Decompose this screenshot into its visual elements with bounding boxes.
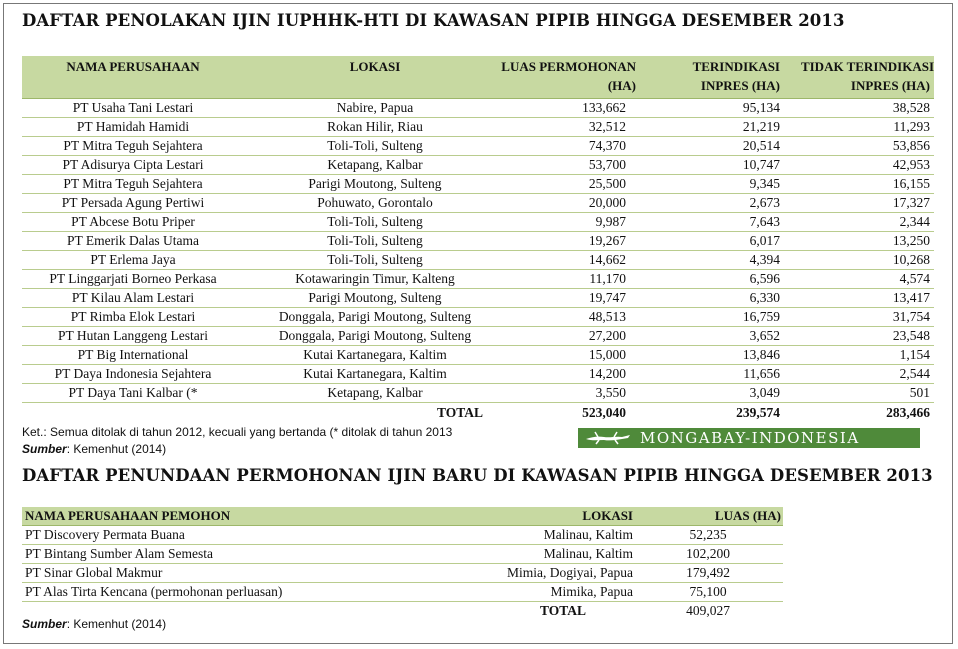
header-lokasi: LOKASI bbox=[349, 59, 401, 74]
header2-nama: NAMA PERUSAHAAN PEMOHON bbox=[25, 508, 231, 523]
table-row bbox=[22, 346, 934, 365]
location-cell: Toli-Toli, Sulteng bbox=[327, 214, 423, 229]
table1-source bbox=[22, 441, 166, 458]
area-requested-cell: 27,200 bbox=[588, 328, 626, 343]
header-nama: NAMA PERUSAHAAN bbox=[66, 59, 200, 74]
company-name-cell: PT Big International bbox=[77, 347, 189, 362]
location-cell: Kutai Kartanegara, Kaltim bbox=[303, 347, 447, 362]
total-label: TOTAL bbox=[437, 405, 484, 420]
area-not-indicated-cell: 23,548 bbox=[892, 328, 930, 343]
location-cell: Parigi Moutong, Sulteng bbox=[308, 176, 442, 191]
table1-note: Ket.: Semua ditolak di tahun 2012, kecuali yang bertanda (* ditolak di tahun 2013 bbox=[22, 425, 453, 439]
header-terindikasi-line1: TERINDIKASI bbox=[692, 59, 780, 74]
area-requested-cell: 3,550 bbox=[595, 385, 626, 400]
area-indicated-cell: 6,596 bbox=[749, 271, 780, 286]
area-requested-cell: 9,987 bbox=[595, 214, 626, 229]
area-not-indicated-cell: 13,250 bbox=[892, 233, 930, 248]
area-indicated-cell: 13,846 bbox=[742, 347, 780, 362]
source-value: : Kemenhut (2014) bbox=[66, 442, 167, 456]
area-not-indicated-cell: 13,417 bbox=[892, 290, 930, 305]
company-name-cell: PT Daya Tani Kalbar (* bbox=[68, 385, 198, 400]
table-row bbox=[22, 175, 934, 194]
location-cell: Malinau, Kaltim bbox=[543, 527, 633, 542]
company-name-cell: PT Hamidah Hamidi bbox=[76, 119, 190, 134]
area-indicated-cell: 21,219 bbox=[742, 119, 780, 134]
area-indicated-cell: 3,652 bbox=[749, 328, 780, 343]
area-cell: 102,200 bbox=[686, 546, 730, 561]
table-row bbox=[22, 384, 934, 403]
area-not-indicated-cell: 17,327 bbox=[892, 195, 930, 210]
company-name-cell: PT Kilau Alam Lestari bbox=[71, 290, 195, 305]
rejection-table bbox=[22, 56, 934, 423]
table-row bbox=[22, 137, 934, 156]
lizard-icon bbox=[584, 430, 634, 446]
mongabay-logo bbox=[578, 428, 920, 448]
area-not-indicated-cell: 2,544 bbox=[899, 366, 930, 381]
area-requested-cell: 11,170 bbox=[589, 271, 626, 286]
location-cell: Kotawaringin Timur, Kalteng bbox=[295, 271, 455, 286]
location-cell: Malinau, Kaltim bbox=[543, 546, 633, 561]
company-name-cell: PT Adisurya Cipta Lestari bbox=[62, 157, 204, 172]
location-cell: Donggala, Parigi Moutong, Sulteng bbox=[278, 309, 472, 324]
area-indicated-cell: 4,394 bbox=[749, 252, 780, 267]
company-name-cell: PT Emerik Dalas Utama bbox=[66, 233, 200, 248]
area-requested-cell: 53,700 bbox=[588, 157, 626, 172]
table2-title: DAFTAR PENUNDAAN PERMOHONAN IJIN BARU DI KAWASAN PIPIB HINGGA DESEMBER 2013 bbox=[22, 466, 933, 485]
area-requested-cell: 32,512 bbox=[588, 119, 626, 134]
company-name-cell: PT Daya Indonesia Sejahtera bbox=[54, 366, 212, 381]
header-luas-line2: (HA) bbox=[607, 78, 636, 93]
area-requested-cell: 133,662 bbox=[582, 100, 626, 115]
source2-value: : Kemenhut (2014) bbox=[66, 617, 167, 631]
location-cell: Mimika, Papua bbox=[550, 584, 633, 599]
area-not-indicated-cell: 10,268 bbox=[892, 252, 930, 267]
area-indicated-cell: 95,134 bbox=[742, 100, 780, 115]
area-cell: 179,492 bbox=[686, 565, 730, 580]
location-cell: Mimia, Dogiyai, Papua bbox=[507, 565, 633, 580]
company-name-cell: PT Persada Agung Pertiwi bbox=[61, 195, 205, 210]
area-indicated-cell: 6,330 bbox=[749, 290, 780, 305]
header2-luas: LUAS (HA) bbox=[714, 508, 781, 523]
area-not-indicated-cell: 501 bbox=[909, 385, 930, 400]
postponement-table bbox=[22, 507, 783, 620]
area-not-indicated-cell: 16,155 bbox=[892, 176, 930, 191]
total-terindikasi: 239,574 bbox=[736, 405, 780, 420]
company-name-cell: PT Linggarjati Borneo Perkasa bbox=[49, 271, 217, 286]
table-row bbox=[22, 526, 783, 545]
company-name-cell: PT Mitra Teguh Sejahtera bbox=[63, 176, 203, 191]
table-row bbox=[22, 213, 934, 232]
table-row bbox=[22, 545, 783, 564]
area-not-indicated-cell: 38,528 bbox=[892, 100, 930, 115]
area-not-indicated-cell: 4,574 bbox=[899, 271, 930, 286]
area-not-indicated-cell: 11,293 bbox=[893, 119, 930, 134]
area-not-indicated-cell: 53,856 bbox=[892, 138, 930, 153]
location-cell: Toli-Toli, Sulteng bbox=[327, 138, 423, 153]
area-requested-cell: 19,747 bbox=[588, 290, 626, 305]
table-row bbox=[22, 232, 934, 251]
area-indicated-cell: 20,514 bbox=[742, 138, 780, 153]
table-row bbox=[22, 194, 934, 213]
location-cell: Rokan Hilir, Riau bbox=[327, 119, 423, 134]
area-indicated-cell: 10,747 bbox=[742, 157, 780, 172]
header-tidak-line1: TIDAK TERINDIKASI bbox=[800, 59, 934, 74]
area-indicated-cell: 2,673 bbox=[749, 195, 780, 210]
source-label: Sumber bbox=[22, 442, 67, 456]
applicant-name-cell: PT Alas Tirta Kencana (permohonan perluasan) bbox=[25, 584, 283, 599]
area-requested-cell: 20,000 bbox=[588, 195, 626, 210]
applicant-name-cell: PT Discovery Permata Buana bbox=[25, 527, 185, 542]
table1-title: DAFTAR PENOLAKAN IJIN IUPHHK-HTI DI KAWASAN PIPIB HINGGA DESEMBER 2013 bbox=[22, 11, 845, 30]
location-cell: Toli-Toli, Sulteng bbox=[327, 233, 423, 248]
table-row bbox=[22, 99, 934, 118]
location-cell: Parigi Moutong, Sulteng bbox=[308, 290, 442, 305]
area-not-indicated-cell: 31,754 bbox=[892, 309, 930, 324]
area-indicated-cell: 11,656 bbox=[743, 366, 780, 381]
area-indicated-cell: 9,345 bbox=[749, 176, 780, 191]
rejection-table-header bbox=[22, 56, 934, 99]
header-tidak-line2: INPRES (HA) bbox=[850, 78, 930, 93]
table-row bbox=[22, 251, 934, 270]
location-cell: Pohuwato, Gorontalo bbox=[317, 195, 433, 210]
area-cell: 52,235 bbox=[689, 527, 727, 542]
rejection-table-total bbox=[22, 403, 934, 423]
area-indicated-cell: 3,049 bbox=[749, 385, 780, 400]
company-name-cell: PT Usaha Tani Lestari bbox=[72, 100, 194, 115]
header2-lokasi: LOKASI bbox=[582, 508, 633, 523]
location-cell: Donggala, Parigi Moutong, Sulteng bbox=[278, 328, 472, 343]
total-tidak-terindikasi: 283,466 bbox=[886, 405, 930, 420]
postponement-table-header bbox=[22, 507, 783, 526]
area-not-indicated-cell: 2,344 bbox=[899, 214, 930, 229]
area-requested-cell: 15,000 bbox=[588, 347, 626, 362]
area-indicated-cell: 7,643 bbox=[749, 214, 780, 229]
area-cell: 75,100 bbox=[689, 584, 727, 599]
location-cell: Kutai Kartanegara, Kaltim bbox=[303, 366, 447, 381]
area-indicated-cell: 16,759 bbox=[742, 309, 780, 324]
applicant-name-cell: PT Bintang Sumber Alam Semesta bbox=[25, 546, 213, 561]
area-requested-cell: 19,267 bbox=[588, 233, 626, 248]
table-row bbox=[22, 327, 934, 346]
header-luas-line1: LUAS PERMOHONAN bbox=[501, 59, 636, 74]
company-name-cell: PT Hutan Langgeng Lestari bbox=[57, 328, 209, 343]
total2-luas: 409,027 bbox=[686, 603, 730, 618]
location-cell: Toli-Toli, Sulteng bbox=[327, 252, 423, 267]
logo-text: MONGABAY-INDONESIA bbox=[640, 429, 860, 447]
area-not-indicated-cell: 42,953 bbox=[892, 157, 930, 172]
total2-label: TOTAL bbox=[540, 603, 587, 618]
table-row bbox=[22, 365, 934, 384]
area-requested-cell: 25,500 bbox=[588, 176, 626, 191]
area-requested-cell: 74,370 bbox=[588, 138, 626, 153]
table-row bbox=[22, 289, 934, 308]
source2-label: Sumber bbox=[22, 617, 67, 631]
applicant-name-cell: PT Sinar Global Makmur bbox=[25, 565, 163, 580]
company-name-cell: PT Abcese Botu Priper bbox=[71, 214, 195, 229]
company-name-cell: PT Mitra Teguh Sejahtera bbox=[63, 138, 203, 153]
area-indicated-cell: 6,017 bbox=[749, 233, 780, 248]
table-row bbox=[22, 270, 934, 289]
area-not-indicated-cell: 1,154 bbox=[899, 347, 930, 362]
company-name-cell: PT Rimba Elok Lestari bbox=[70, 309, 196, 324]
total-luas: 523,040 bbox=[582, 405, 626, 420]
header-terindikasi-line2: INPRES (HA) bbox=[700, 78, 780, 93]
location-cell: Ketapang, Kalbar bbox=[327, 385, 423, 400]
company-name-cell: PT Erlema Jaya bbox=[90, 252, 176, 267]
area-requested-cell: 14,662 bbox=[588, 252, 626, 267]
postponement-table-body bbox=[22, 526, 783, 602]
location-cell: Ketapang, Kalbar bbox=[327, 157, 423, 172]
table-row bbox=[22, 564, 783, 583]
table2-source bbox=[22, 616, 166, 633]
location-cell: Nabire, Papua bbox=[336, 100, 414, 115]
table-row bbox=[22, 156, 934, 175]
rejection-table-body bbox=[22, 99, 934, 403]
area-requested-cell: 48,513 bbox=[588, 309, 626, 324]
area-requested-cell: 14,200 bbox=[588, 366, 626, 381]
table-row bbox=[22, 118, 934, 137]
table-row bbox=[22, 308, 934, 327]
table-row bbox=[22, 583, 783, 602]
